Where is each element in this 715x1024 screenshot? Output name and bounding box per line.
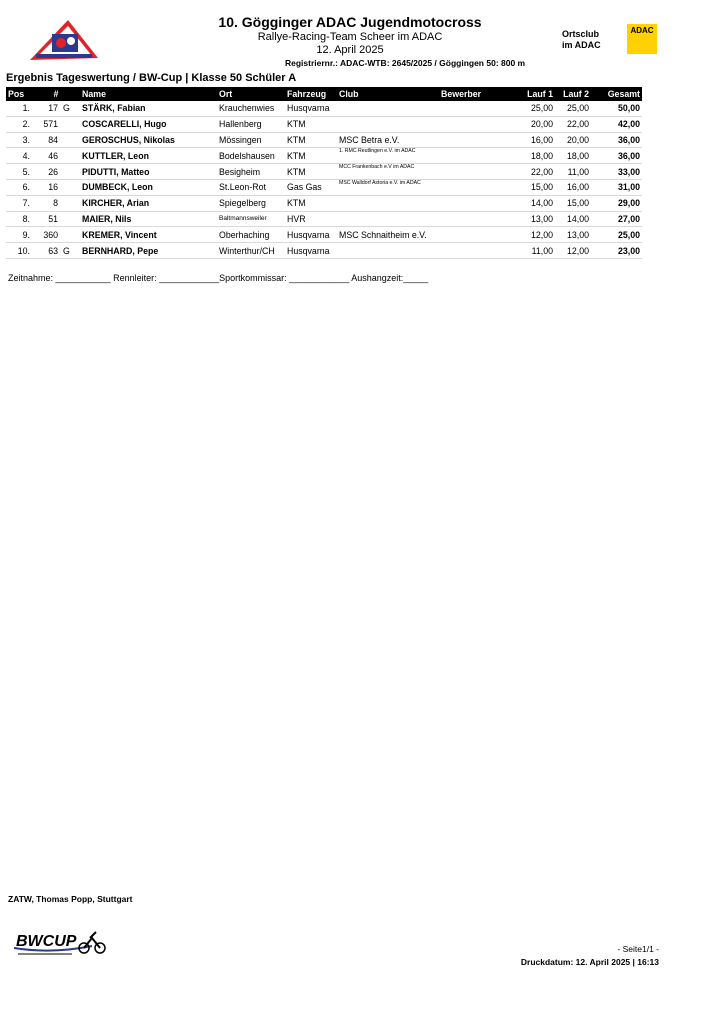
cell-fahrzeug: Husqvarna xyxy=(285,227,337,243)
cell-club xyxy=(337,195,439,211)
cell-lauf2: 12,00 xyxy=(555,243,591,259)
cell-number xyxy=(32,179,80,195)
start-number: 46 xyxy=(48,150,58,161)
cell-lauf2: 16,00 xyxy=(555,179,591,195)
cell-pos: 4. xyxy=(6,148,32,164)
cell-number xyxy=(32,116,80,132)
cell-ort: Mössingen xyxy=(217,132,285,148)
guest-flag: G xyxy=(63,245,70,256)
ortsclub-line-1: Ortsclub xyxy=(562,29,600,39)
cell-gesamt: 42,00 xyxy=(591,116,642,132)
cell-number xyxy=(32,148,80,164)
cell-lauf2: 11,00 xyxy=(555,164,591,180)
cell-fahrzeug: Husqvarna xyxy=(285,101,337,116)
cell-gesamt: 23,00 xyxy=(591,243,642,259)
cell-number xyxy=(32,195,80,211)
cell-lauf2: 15,00 xyxy=(555,195,591,211)
club-logo xyxy=(28,18,100,64)
header-bewerber: Bewerber xyxy=(439,87,513,101)
cell-gesamt: 50,00 xyxy=(591,101,642,116)
cell-lauf1: 16,00 xyxy=(513,132,555,148)
cell-name: KIRCHER, Arian xyxy=(80,195,217,211)
cell-fahrzeug: KTM xyxy=(285,195,337,211)
cell-lauf1: 14,00 xyxy=(513,195,555,211)
cell-name: STÄRK, Fabian xyxy=(80,101,217,116)
cell-ort: Besigheim xyxy=(217,164,285,180)
cell-pos: 3. xyxy=(6,132,32,148)
event-organizer: Rallye-Racing-Team Scheer im ADAC xyxy=(257,31,443,43)
cell-ort: Hallenberg xyxy=(217,116,285,132)
cell-name: BERNHARD, Pepe xyxy=(80,243,217,259)
cell-bewerber xyxy=(439,179,513,195)
header-ort: Ort xyxy=(217,87,285,101)
cell-bewerber xyxy=(439,132,513,148)
cell-name: PIDUTTI, Matteo xyxy=(80,164,217,180)
cell-lauf2: 25,00 xyxy=(555,101,591,116)
start-number: 16 xyxy=(48,182,58,193)
cell-lauf1: 12,00 xyxy=(513,227,555,243)
cell-ort: Baltmannsweiler xyxy=(217,211,285,227)
cell-fahrzeug: Gas Gas xyxy=(285,179,337,195)
event-date: 12. April 2025 xyxy=(316,44,384,56)
cell-gesamt: 31,00 xyxy=(591,179,642,195)
cell-name: GEROSCHUS, Nikolas xyxy=(80,132,217,148)
start-number: 360 xyxy=(43,229,58,240)
cell-ort: Bodelshausen xyxy=(217,148,285,164)
header-name: Name xyxy=(80,87,217,101)
header-number: # xyxy=(32,87,80,101)
cell-gesamt: 27,00 xyxy=(591,211,642,227)
cell-fahrzeug: HVR xyxy=(285,211,337,227)
page-number: - Seite1/1 - xyxy=(617,944,659,954)
cell-fahrzeug: KTM xyxy=(285,148,337,164)
cell-pos: 2. xyxy=(6,116,32,132)
cell-club xyxy=(337,101,439,116)
cell-name: MAIER, Nils xyxy=(80,211,217,227)
header-lauf1: Lauf 1 xyxy=(513,87,555,101)
cell-fahrzeug: KTM xyxy=(285,132,337,148)
cell-name: DUMBECK, Leon xyxy=(80,179,217,195)
cell-ort: St.Leon-Rot xyxy=(217,179,285,195)
cell-pos: 8. xyxy=(6,211,32,227)
bwcup-logo-text: BWCUP xyxy=(16,933,77,950)
registration-info: Registriernr.: ADAC-WTB: 2645/2025 / Göggingen 50: 800 m xyxy=(285,58,526,68)
start-number: 8 xyxy=(53,198,58,209)
guest-flag: G xyxy=(63,103,70,114)
cell-bewerber xyxy=(439,243,513,259)
cell-ort: Spiegelberg xyxy=(217,195,285,211)
cell-number xyxy=(32,211,80,227)
cell-gesamt: 36,00 xyxy=(591,148,642,164)
header-gesamt: Gesamt xyxy=(591,87,642,101)
cell-bewerber xyxy=(439,101,513,116)
cell-lauf2: 20,00 xyxy=(555,132,591,148)
cell-gesamt: 25,00 xyxy=(591,227,642,243)
cell-bewerber xyxy=(439,148,513,164)
start-number: 51 xyxy=(48,213,58,224)
cell-bewerber xyxy=(439,116,513,132)
cell-bewerber xyxy=(439,227,513,243)
cell-number xyxy=(32,132,80,148)
cell-lauf2: 13,00 xyxy=(555,227,591,243)
cell-fahrzeug: KTM xyxy=(285,116,337,132)
cell-pos: 5. xyxy=(6,164,32,180)
cell-bewerber xyxy=(439,164,513,180)
cell-name: KUTTLER, Leon xyxy=(80,148,217,164)
cell-lauf2: 22,00 xyxy=(555,116,591,132)
table-row xyxy=(6,243,642,259)
header-fahrzeug: Fahrzeug xyxy=(285,87,337,101)
table-row xyxy=(6,211,642,227)
cell-lauf1: 18,00 xyxy=(513,148,555,164)
cell-gesamt: 36,00 xyxy=(591,132,642,148)
cell-bewerber xyxy=(439,211,513,227)
table-row xyxy=(6,164,642,180)
cell-number xyxy=(32,101,80,116)
footer-author: ZATW, Thomas Popp, Stuttgart xyxy=(8,894,133,904)
start-number: 571 xyxy=(43,119,58,130)
cell-club xyxy=(337,243,439,259)
cell-lauf1: 25,00 xyxy=(513,101,555,116)
adac-logo: ADAC xyxy=(627,24,657,54)
ortsclub-label xyxy=(562,29,601,51)
cell-lauf2: 18,00 xyxy=(555,148,591,164)
cell-pos: 7. xyxy=(6,195,32,211)
cell-pos: 9. xyxy=(6,227,32,243)
cell-pos: 1. xyxy=(6,101,32,116)
print-date: Druckdatum: 12. April 2025 | 16:13 xyxy=(520,957,659,967)
cell-ort: Krauchenwies xyxy=(217,101,285,116)
cell-lauf1: 11,00 xyxy=(513,243,555,259)
cell-bewerber xyxy=(439,195,513,211)
cell-number xyxy=(32,243,80,259)
cell-ort: Oberhaching xyxy=(217,227,285,243)
table-row xyxy=(6,179,642,195)
table-row xyxy=(6,101,642,116)
start-number: 84 xyxy=(48,134,58,145)
cell-pos: 10. xyxy=(6,243,32,259)
bwcup-logo xyxy=(12,924,107,958)
cell-ort: Winterthur/CH xyxy=(217,243,285,259)
table-row xyxy=(6,227,642,243)
cell-lauf2: 14,00 xyxy=(555,211,591,227)
table-row xyxy=(6,116,642,132)
cell-lauf1: 15,00 xyxy=(513,179,555,195)
cell-gesamt: 29,00 xyxy=(591,195,642,211)
cell-fahrzeug: Husqvarna xyxy=(285,243,337,259)
table-row xyxy=(6,195,642,211)
cell-name: COSCARELLI, Hugo xyxy=(80,116,217,132)
cell-lauf1: 13,00 xyxy=(513,211,555,227)
ortsclub-line-2: im ADAC xyxy=(562,40,601,50)
start-number: 26 xyxy=(48,166,58,177)
cell-club: 1. RMC Reutlingen e.V. im ADAC xyxy=(337,148,439,164)
cell-name: KREMER, Vincent xyxy=(80,227,217,243)
header-lauf2: Lauf 2 xyxy=(555,87,591,101)
event-title: 10. Gögginger ADAC Jugendmotocross xyxy=(218,14,482,30)
cell-club: MCC Frankenbach e.V im ADAC xyxy=(337,164,439,180)
cell-club: MSC Betra e.V. xyxy=(337,132,439,148)
cell-number xyxy=(32,164,80,180)
cell-club: MSC Walldorf Astoria e.V. im ADAC xyxy=(337,179,439,195)
start-number: 63 xyxy=(48,245,58,256)
cell-pos: 6. xyxy=(6,179,32,195)
header-club: Club xyxy=(337,87,439,101)
cell-fahrzeug: KTM xyxy=(285,164,337,180)
start-number: 17 xyxy=(48,103,58,114)
section-title: Ergebnis Tageswertung / BW-Cup | Klasse 50 Schüler A xyxy=(6,72,297,84)
cell-club: MSC Schnaitheim e.V. xyxy=(337,227,439,243)
table-row xyxy=(6,148,642,164)
cell-gesamt: 33,00 xyxy=(591,164,642,180)
table-header-row xyxy=(6,87,642,101)
cell-lauf1: 22,00 xyxy=(513,164,555,180)
cell-lauf1: 20,00 xyxy=(513,116,555,132)
cell-club xyxy=(337,116,439,132)
cell-club xyxy=(337,211,439,227)
cell-number xyxy=(32,227,80,243)
header-pos: Pos xyxy=(6,87,32,101)
results-table xyxy=(6,87,642,259)
signature-line: Zeitnahme: ___________ Rennleiter: ____________Sportkommissar: ____________ Aushangzeit:_____ xyxy=(8,273,429,283)
table-row xyxy=(6,132,642,148)
